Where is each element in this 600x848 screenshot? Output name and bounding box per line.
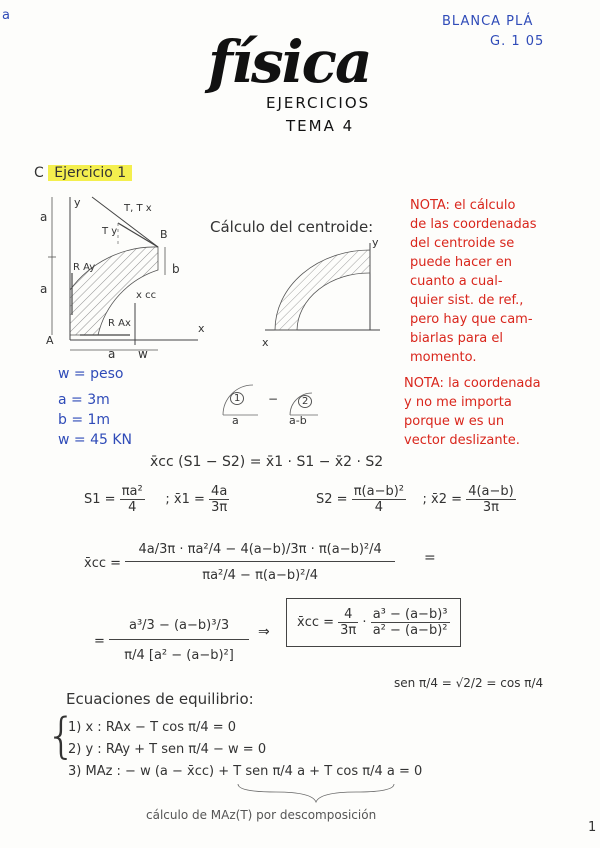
point-b-label: B <box>160 228 168 241</box>
equilibrium-eq1: 1) x : RAx − T cos π/4 = 0 <box>68 720 237 735</box>
sketch-minus: − <box>268 392 279 406</box>
dim-a-mid: a <box>40 282 48 296</box>
s2-fraction: $\frac{\text{π(a−b)²}}{4}$ <box>353 484 404 515</box>
equations-brace: { <box>46 708 77 764</box>
exercise-label: Ejercicio 1 <box>48 165 132 181</box>
centroid-x-axis: x <box>262 336 269 349</box>
sketch-a: a <box>232 414 239 427</box>
xcc-label: x cc <box>136 290 157 301</box>
centroid-formula: x̄cc (S1 − S2) = x̄1 · S1 − x̄2 · S2 <box>150 454 384 470</box>
dim-b-label: b <box>172 262 180 276</box>
simplified-fraction: $\frac{\text{a³/3 − (a−b)³/3}}{\text{π/4 [a² − (a−b)²]}}$ <box>109 612 249 671</box>
implies-arrow: ⇒ <box>258 624 270 640</box>
dim-a-top: a <box>40 210 48 224</box>
xcc-expansion: x̄cc = $\frac{\text{4a/3π · πa²/4 − 4(a−b)/3π · π(a−b)²/4}}{\text{πa²/4 − π(a−b)²/4}}$ <box>84 538 395 589</box>
page-number: 1 <box>588 820 597 835</box>
author-name: BLANCA PLÁ <box>442 14 534 29</box>
moment-footnote: cálculo de MAz(T) por descomposición <box>146 808 377 822</box>
boxed-frac2: $\frac{\text{a³ − (a−b)³}}{\text{a² − (a−b)²}}$ <box>372 607 448 638</box>
note-centroid: NOTA: el cálculo de las coordenadas del centroide se puede hacer en cuanto a cual- quier sist. de ref., pero hay que cam- biarlas para el momento. <box>410 198 537 365</box>
equilibrium-eq3: 3) MAz : − w (a − x̄cc) + T sen π/4 a + T cos π/4 a = 0 <box>68 764 423 779</box>
equilibrium-eq2: 2) y : RAy + T sen π/4 − w = 0 <box>68 742 267 757</box>
given-w-def: w = peso <box>58 366 124 382</box>
dim-a-bottom: a <box>108 347 116 361</box>
boxed-frac1: $\frac{4}{3\pi}$ <box>340 607 357 638</box>
diagram-y-label: y <box>74 196 81 209</box>
sketch-ab: a-b <box>289 414 307 427</box>
xcc-big-fraction: $\frac{\text{4a/3π · πa²/4 − 4(a−b)/3π · π(a−b)²/4}}{\text{πa²/4 − π(a−b)²/4}}$ <box>125 538 395 589</box>
xcc-simplified: = $\frac{\text{a³/3 − (a−b)³/3}}{\text{π/4 [a² − (a−b)²]}}$ <box>94 612 249 671</box>
s1-x1-row: S1 = $\frac{\text{πa²}}{4}$ ; x̄1 = $\frac{4a}{3\pi}$ <box>84 484 228 515</box>
author-group: G. 1 05 <box>490 34 545 49</box>
x1-fraction: $\frac{4a}{3\pi}$ <box>211 484 228 515</box>
corner-mark: a <box>2 8 10 23</box>
exercise-heading <box>34 165 132 181</box>
diagram-x-label: x <box>198 322 205 335</box>
given-a: a = 3m <box>58 392 110 408</box>
note-coordinate: NOTA: la coordenada y no me importa porque w es un vector deslizante. <box>404 376 541 448</box>
centroid-y-axis: y <box>372 236 379 249</box>
exercise-prefix: C <box>34 165 44 181</box>
x2-fraction: $\frac{4(a-b)}{3\pi}$ <box>468 484 514 515</box>
page-title: física <box>208 28 371 96</box>
w-label: w <box>138 347 148 361</box>
given-w: w = 45 KN <box>58 432 132 448</box>
equals-sign: = <box>424 550 436 566</box>
s2-x2-row: S2 = $\frac{\text{π(a−b)²}}{4}$ ; x̄2 = $\frac{4(a-b)}{3\pi}$ <box>316 484 514 515</box>
s1-fraction: $\frac{\text{πa²}}{4}$ <box>121 484 143 515</box>
ray-label: R Ay <box>73 262 96 273</box>
equilibrium-heading: Ecuaciones de equilibrio: <box>66 690 254 708</box>
sketch-one: 1 <box>230 393 244 404</box>
ty-label: T y <box>102 226 118 237</box>
trig-identity: sen π/4 = √2/2 = cos π/4 <box>394 676 544 690</box>
sketch-two: 2 <box>298 396 312 407</box>
centroid-sketch <box>255 235 385 345</box>
centroid-heading: Cálculo del centroide: <box>210 218 374 236</box>
rax-label: R Ax <box>108 318 131 329</box>
given-b: b = 1m <box>58 412 111 428</box>
point-a-label: A <box>46 334 54 347</box>
boxed-result: x̄cc = $\frac{4}{3\pi}$ · $\frac{\text{a³ − (a−b)³}}{\text{a² − (a−b)²}}$ <box>286 598 461 647</box>
tension-label: T, T x <box>124 203 152 214</box>
page-subtitle: EJERCICIOS <box>266 94 371 112</box>
underbrace <box>236 782 396 804</box>
topic-label: TEMA 4 <box>286 117 355 135</box>
